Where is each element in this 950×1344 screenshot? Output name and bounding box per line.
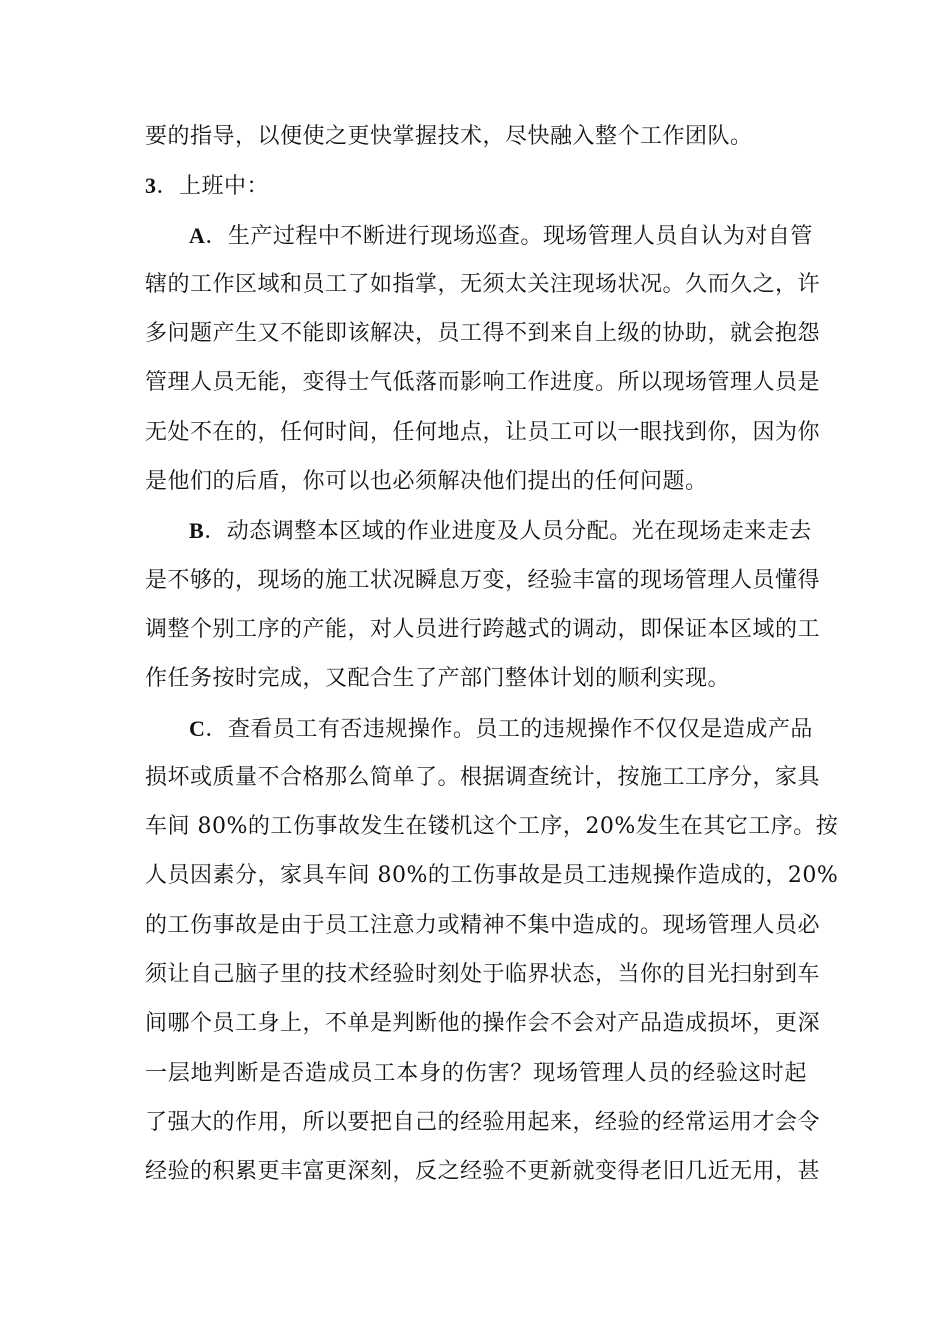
text-line: 的工伤事故是由于员工注意力或精神不集中造成的。现场管理人员必	[145, 912, 821, 938]
text-line	[145, 211, 813, 260]
item-marker-c: C	[189, 715, 206, 741]
text-line: 一层地判断是否造成员工本身的伤害？现场管理人员的经验这时起	[145, 1060, 807, 1086]
text-line: 损坏或质量不合格那么简单了。根据调查统计，按施工工序分，家具	[145, 764, 821, 790]
text-line: 要的指导，以便使之更快掌握技术，尽快融入整个工作团队。	[145, 124, 753, 149]
text-line: 是不够的，现场的施工状况瞬息万变，经验丰富的现场管理人员懂得	[145, 567, 821, 593]
line-text: ．动态调整本区域的作业进度及人员分配。光在现场走来走去	[204, 519, 812, 545]
document-page	[145, 112, 839, 1197]
text-line: 了强大的作用，所以要把自己的经验用起来，经验的经常运用才会令	[145, 1109, 821, 1135]
text-line: 须让自己脑子里的技术经验时刻处于临界状态，当你的目光扫射到车	[145, 962, 821, 988]
item-marker-b: B	[189, 518, 205, 544]
text-line: 作任务按时完成，又配合生了产部门整体计划的顺利实现。	[145, 666, 731, 692]
text-line	[145, 161, 807, 210]
text-line: 是他们的后盾，你可以也必须解决他们提出的任何问题。	[145, 469, 708, 495]
item-marker-a: A	[189, 222, 206, 248]
line-text: ．查看员工有否违规操作。员工的违规操作不仅仅是造成产品	[205, 716, 813, 742]
text-line	[145, 704, 813, 753]
text-line: 无处不在的，任何时间，任何地点，让员工可以一眼找到你，因为你	[145, 419, 821, 445]
text-line: 车间 80%的工伤事故发生在镂机这个工序，20%发生在其它工序。按	[145, 814, 839, 840]
text-line: 多问题产生又不能即该解决，员工得不到来自上级的协助，就会抱怨	[145, 321, 821, 347]
heading-text: ．上班中：	[156, 174, 270, 200]
section-number: 3	[145, 173, 157, 199]
line-text: ．生产过程中不断进行现场巡查。现场管理人员自认为对自管	[205, 223, 813, 249]
text-line: 调整个别工序的产能，对人员进行跨越式的调动，即保证本区域的工	[145, 616, 821, 642]
text-line: 辖的工作区域和员工了如指掌，无须太关注现场状况。久而久之，许	[145, 271, 821, 297]
text-line: 人员因素分，家具车间 80%的工伤事故是员工违规操作造成的，20%	[145, 863, 839, 889]
paragraph-a	[145, 211, 821, 507]
paragraph-continuation	[145, 112, 807, 161]
text-line: 间哪个员工身上，不单是判断他的操作会不会对产品造成损坏，更深	[145, 1011, 821, 1037]
text-line: 经验的积累更丰富更深刻，反之经验不更新就变得老旧几近无用，甚	[145, 1159, 821, 1185]
section-heading-3	[145, 161, 807, 210]
paragraph-c	[145, 704, 839, 1197]
text-line	[145, 506, 812, 555]
text-line: 管理人员无能，变得士气低落而影响工作进度。所以现场管理人员是	[145, 370, 821, 396]
paragraph-b	[145, 506, 821, 703]
